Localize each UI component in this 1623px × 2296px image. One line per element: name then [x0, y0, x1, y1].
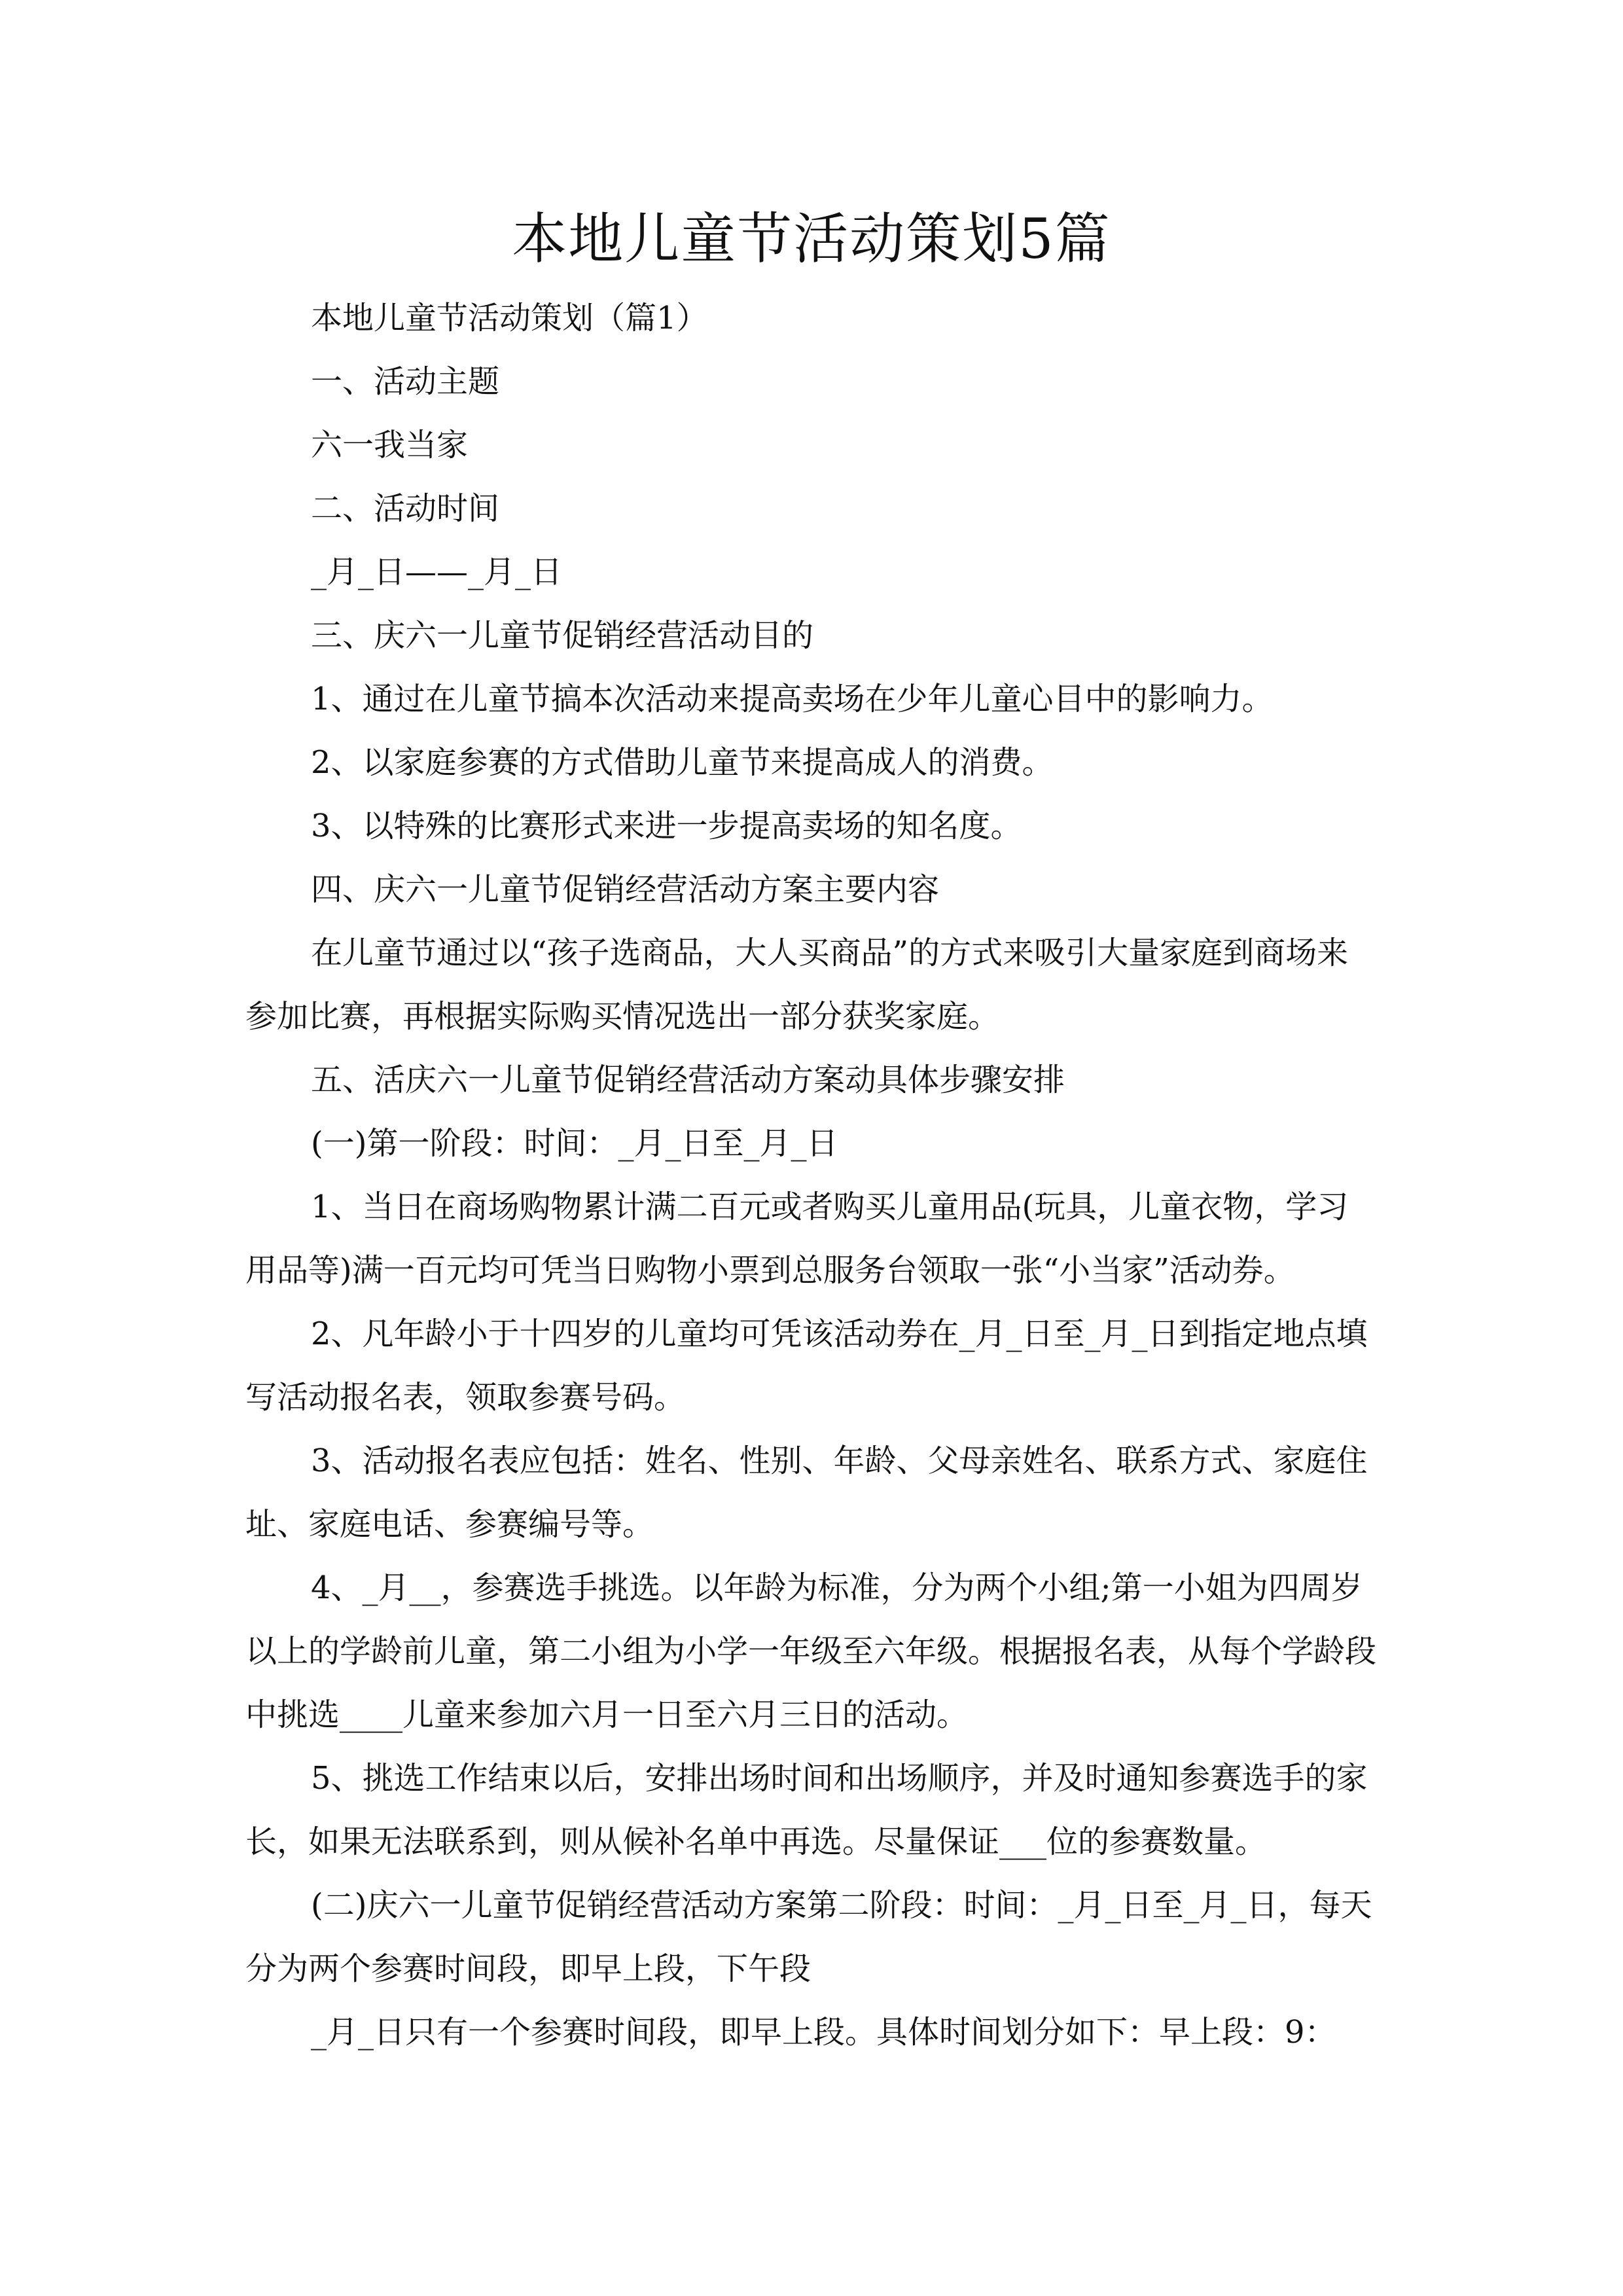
paragraph: 五、活庆六一儿童节促销经营活动方案动具体步骤安排 [311, 1062, 1065, 1098]
paragraph: 2、以家庭参赛的方式借助儿童节来提高成人的消费。 [311, 744, 1054, 781]
paragraph: 本地儿童节活动策划（篇1） [311, 300, 708, 336]
paragraph: (二)庆六一儿童节促销经营活动方案第二阶段：时间：_月_日至_月_日，每天分为两个参赛时间段，即早上段，下午段 [245, 1887, 1372, 1987]
document-body [245, 287, 1378, 2064]
paragraph: 二、活动时间 [311, 490, 500, 527]
paragraph: 2、凡年龄小于十四岁的儿童均可凭该活动券在_月_日至_月_日到指定地点填写活动报名表，领取参赛号码。 [245, 1316, 1368, 1416]
paragraph: 5、挑选工作结束以后，安排出场时间和出场顺序，并及时通知参赛选手的家长，如果无法联系到，则从候补名单中再选。尽量保证___位的参赛数量。 [245, 1760, 1368, 1860]
paragraph: 在儿童节通过以“孩子选商品，大人买商品”的方式来吸引大量家庭到商场来参加比赛，再根据实际购买情况选出一部分获奖家庭。 [245, 935, 1349, 1035]
paragraph: (一)第一阶段：时间：_月_日至_月_日 [311, 1125, 838, 1162]
paragraph: 3、活动报名表应包括：姓名、性别、年龄、父母亲姓名、联系方式、家庭住址、家庭电话、参赛编号等。 [245, 1443, 1368, 1543]
paragraph: 1、当日在商场购物累计满二百元或者购买儿童用品(玩具，儿童衣物，学习用品等)满一百元均可凭当日购物小票到总服务台领取一张“小当家”活动券。 [245, 1189, 1349, 1289]
paragraph: 1、通过在儿童节搞本次活动来提高卖场在少年儿童心目中的影响力。 [311, 681, 1274, 717]
paragraph: _月_日只有一个参赛时间段，即早上段。具体时间划分如下：早上段：9： [311, 2014, 1336, 2051]
paragraph: _月_日——_月_日 [311, 554, 563, 590]
paragraph: 三、庆六一儿童节促销经营活动目的 [311, 617, 814, 654]
paragraph: 3、以特殊的比赛形式来进一步提高卖场的知名度。 [311, 808, 1022, 844]
document-title: 本地儿童节活动策划5篇 [512, 207, 1111, 271]
paragraph: 四、庆六一儿童节促销经营活动方案主要内容 [311, 871, 940, 908]
paragraph: 4、_月__，参赛选手挑选。以年龄为标准，分为两个小组;第一小姐为四周岁以上的学龄前儿童，第二小组为小学一年级至六年级。根据报名表，从每个学龄段中挑选____儿童来参加六月一日至六月三日的活动。 [245, 1570, 1377, 1733]
paragraph: 一、活动主题 [311, 363, 500, 400]
paragraph: 六一我当家 [311, 427, 469, 463]
